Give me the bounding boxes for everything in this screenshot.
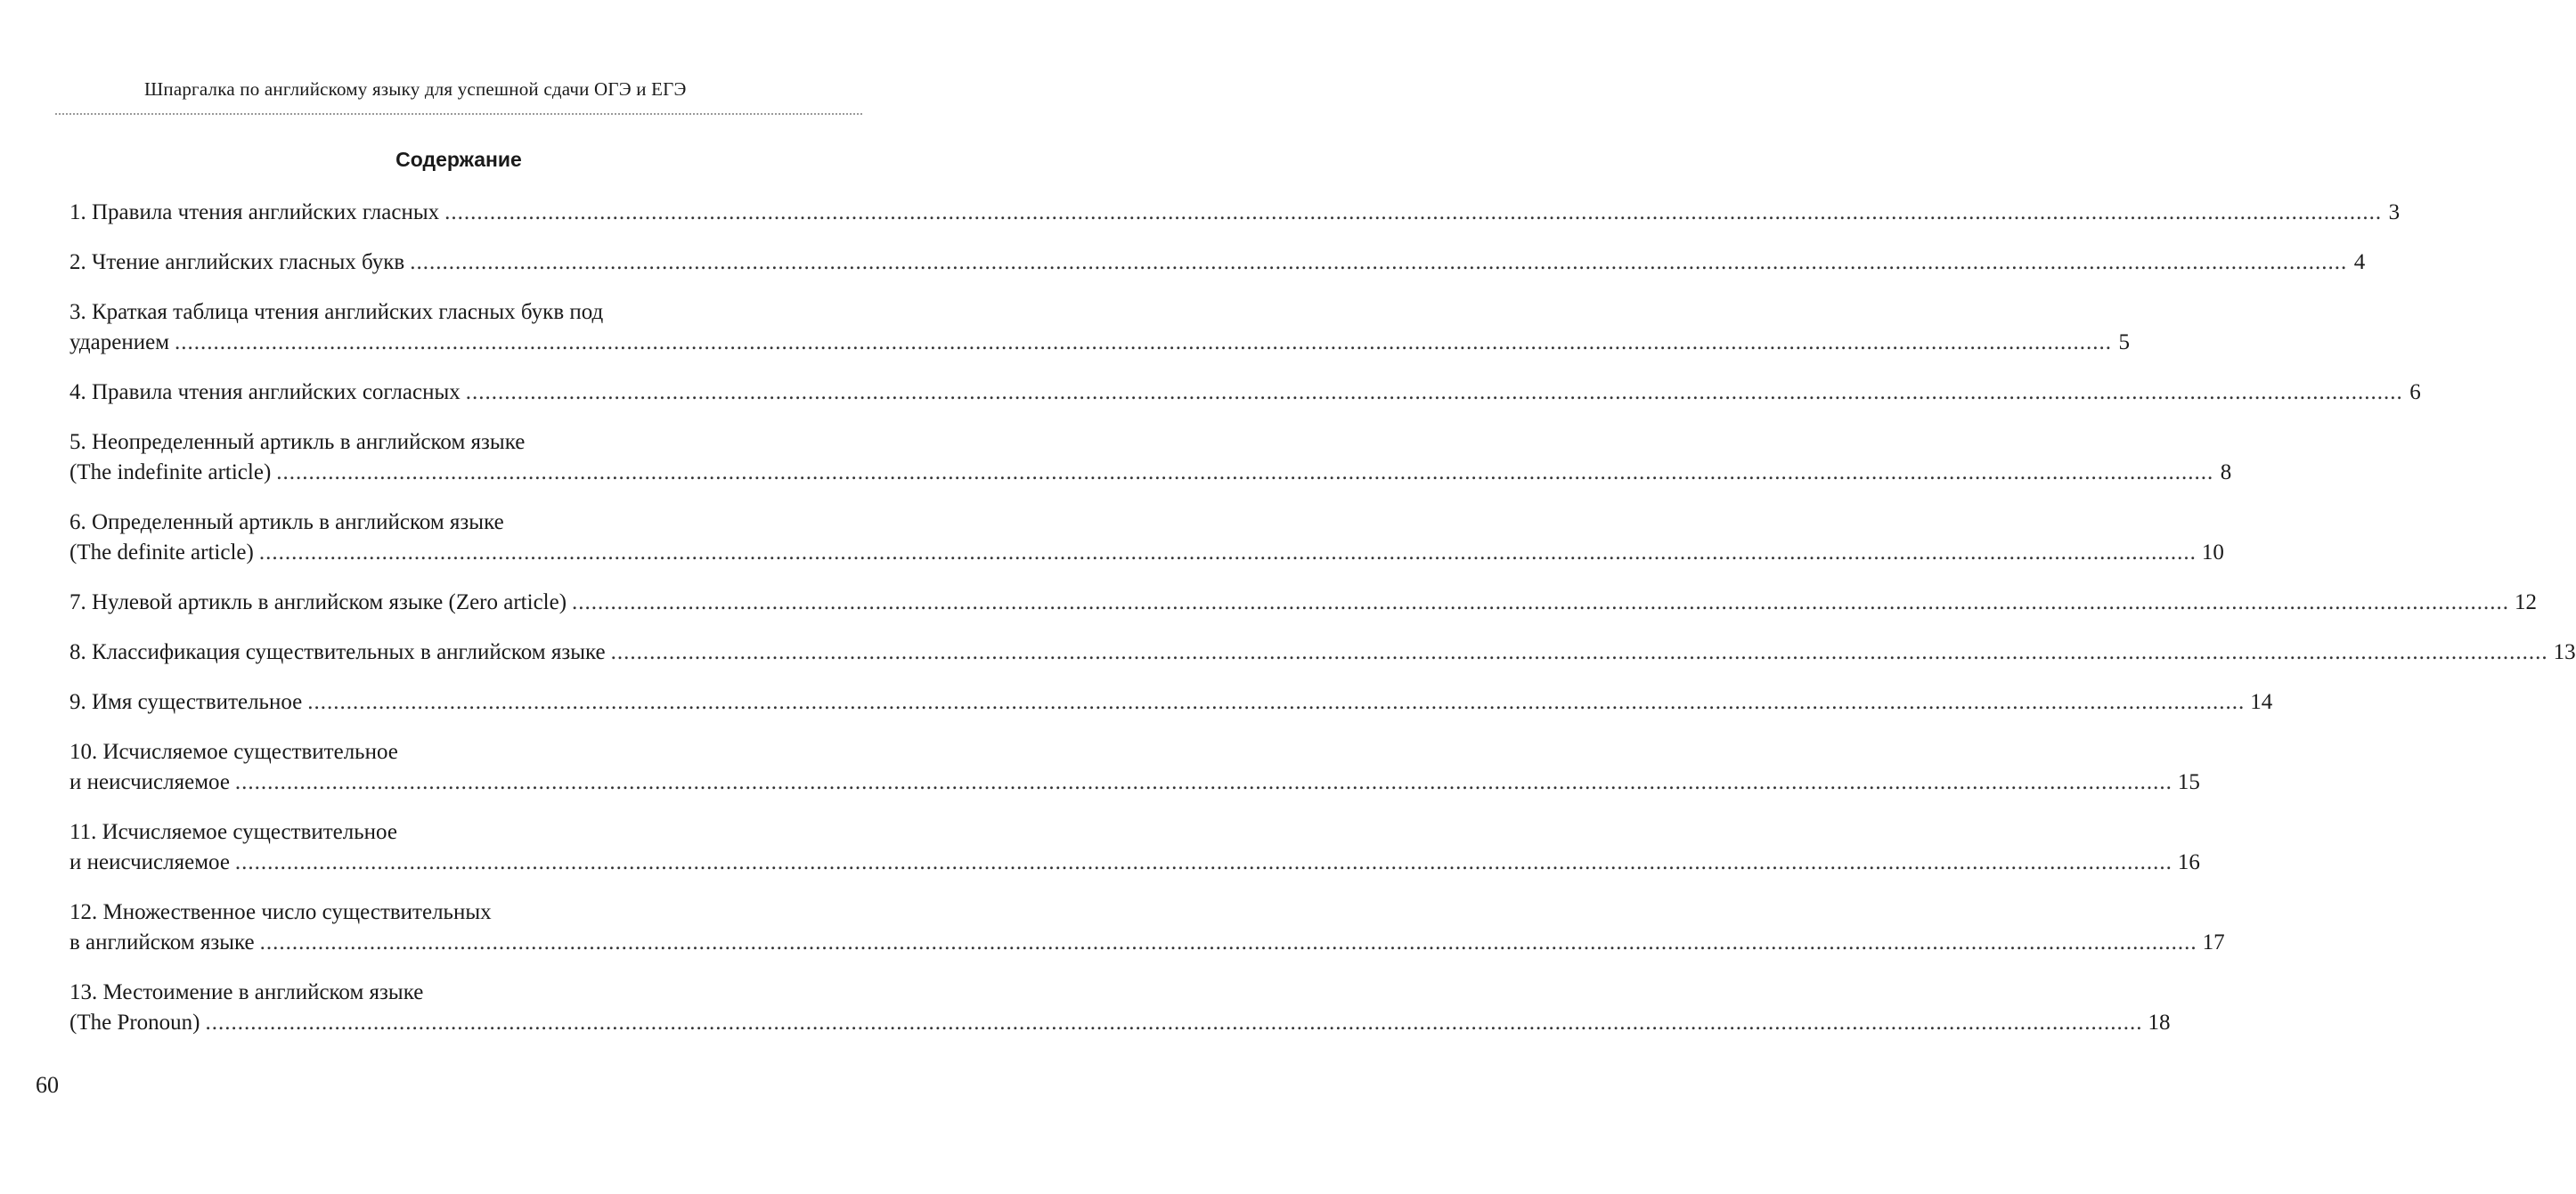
toc-entry (69, 737, 2200, 798)
header-divider (55, 113, 862, 115)
toc-entry-line (69, 928, 2225, 958)
dot-leader: ............................................................................................................................................................................................................................................................................................................ (465, 380, 2403, 404)
toc-page-number: 17 (2202, 930, 2225, 954)
toc-entry (69, 297, 2131, 358)
toc-entry-title-line: 5. Неопределенный артикль в английском языке (69, 430, 526, 454)
toc-entry-title: (The Pronoun) (69, 1011, 200, 1035)
toc-entry-title: 9. Имя существительное (69, 690, 303, 714)
toc-entry-line (69, 458, 2232, 488)
toc-entry-line (69, 378, 2421, 408)
toc-page-number: 6 (2409, 380, 2421, 404)
toc-entry (69, 508, 2224, 568)
toc-page-number: 3 (2388, 200, 2401, 224)
toc-entry (69, 427, 2232, 488)
toc-page-number: 4 (2353, 250, 2366, 274)
dot-leader: ............................................................................................................................................................................................................................................................................................................ (258, 540, 2197, 565)
toc-entry-title: (The indefinite article) (69, 460, 272, 484)
toc-entry-title: и неисчисляемое (69, 850, 230, 874)
toc-entry (69, 248, 2366, 278)
toc-entry-line (69, 538, 2224, 568)
dot-leader: ............................................................................................................................................................................................................................................................................................................ (307, 690, 2246, 714)
toc-entry-title: 7. Нулевой артикль в английском языке (Zero article) (69, 590, 567, 614)
toc-entry-line (69, 1008, 2171, 1038)
toc-entry (69, 978, 2171, 1038)
toc-page-number: 13 (2553, 640, 2576, 664)
dot-leader: ............................................................................................................................................................................................................................................................................................................ (572, 590, 2510, 614)
toc-entry-line (69, 848, 2200, 878)
dot-leader: ............................................................................................................................................................................................................................................................................................................ (205, 1011, 2143, 1035)
dot-leader: ............................................................................................................................................................................................................................................................................................................ (234, 850, 2172, 874)
toc-entry-title: ударением (69, 330, 170, 354)
toc-entry-line (69, 198, 2401, 228)
toc-entry (69, 588, 2538, 618)
toc-entry (69, 898, 2225, 958)
toc-entry-line (69, 638, 2576, 668)
toc-entry-line (69, 768, 2200, 798)
toc-entry-title-line: 10. Исчисляемое существительное (69, 740, 398, 764)
dot-leader: ............................................................................................................................................................................................................................................................................................................ (234, 770, 2172, 794)
dot-leader: ............................................................................................................................................................................................................................................................................................................ (410, 250, 2348, 274)
dot-leader: ............................................................................................................................................................................................................................................................................................................ (444, 200, 2383, 224)
toc-entry-line (69, 328, 2131, 358)
toc-entry-title: 8. Классификация существительных в английском языке (69, 640, 606, 664)
toc-page-number: 18 (2148, 1011, 2171, 1035)
toc-page-number: 14 (2250, 690, 2273, 714)
dot-leader: ............................................................................................................................................................................................................................................................................................................ (175, 330, 2113, 354)
toc-entry-title-line: 11. Исчисляемое существительное (69, 820, 397, 844)
toc-page-number: 16 (2177, 850, 2200, 874)
toc-entry-title: 1. Правила чтения английских гласных (69, 200, 440, 224)
toc-entry-line (69, 248, 2366, 278)
dot-leader: ............................................................................................................................................................................................................................................................................................................ (610, 640, 2548, 664)
toc-entry-title-line: 12. Множественное число существительных (69, 900, 492, 924)
toc-entry (69, 687, 2273, 718)
toc-title: Содержание (395, 148, 522, 171)
dot-leader: ............................................................................................................................................................................................................................................................................................................ (276, 460, 2214, 484)
toc-entry-title: 4. Правила чтения английских согласных (69, 380, 461, 404)
toc-entry (69, 198, 2401, 228)
toc-entry-title: (The definite article) (69, 540, 254, 565)
toc-page-number: 10 (2201, 540, 2224, 565)
toc-page-number: 8 (2220, 460, 2232, 484)
dot-leader: ............................................................................................................................................................................................................................................................................................................ (259, 930, 2197, 954)
toc-entry-title: 2. Чтение английских гласных букв (69, 250, 405, 274)
toc-entry-title: и неисчисляемое (69, 770, 230, 794)
table-of-contents (69, 198, 2576, 1038)
page-number: 60 (36, 1072, 59, 1098)
toc-entry-title-line: 3. Краткая таблица чтения английских гласных букв под (69, 300, 604, 324)
toc-page-number: 12 (2515, 590, 2538, 614)
toc-entry-title: в английском языке (69, 930, 255, 954)
toc-entry (69, 638, 2576, 668)
toc-entry-line (69, 687, 2273, 718)
toc-entry (69, 817, 2200, 878)
toc-entry-line (69, 588, 2538, 618)
toc-page-number: 5 (2118, 330, 2131, 354)
running-head: Шпаргалка по английскому языку для успешной сдачи ОГЭ и ЕГЭ (144, 78, 687, 100)
toc-entry-title-line: 6. Определенный артикль в английском языке (69, 510, 504, 534)
toc-entry-title-line: 13. Местоимение в английском языке (69, 980, 424, 1004)
toc-entry (69, 378, 2421, 408)
toc-page-number: 15 (2177, 770, 2200, 794)
